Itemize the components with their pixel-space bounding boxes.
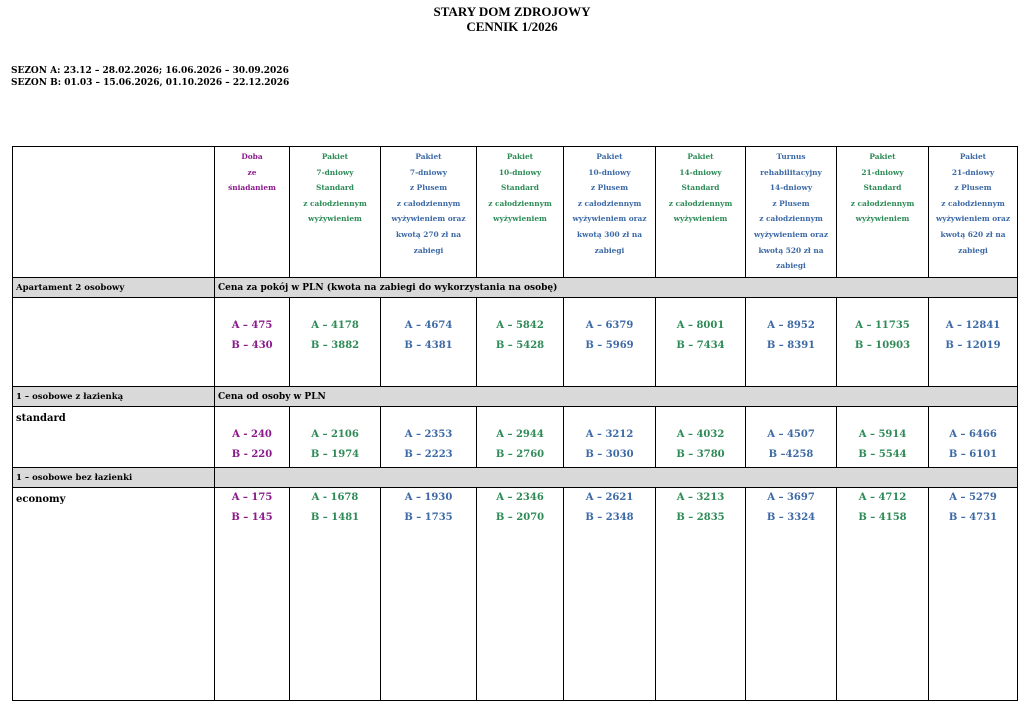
section-label: 1 – osobowe bez łazienki xyxy=(13,468,215,488)
price-season-a: A – 4674 xyxy=(404,320,453,331)
price-season-b: B – 5428 xyxy=(495,340,545,351)
price-row xyxy=(13,298,1018,387)
header-col-4 xyxy=(477,147,564,278)
price-cell xyxy=(290,488,381,701)
season-b: SEZON B: 01.03 – 15.06.2026, 01.10.2026 – 22.12.2026 xyxy=(11,78,290,88)
header-col-1 xyxy=(215,147,290,278)
header-col-5-line: zabiegi xyxy=(594,245,625,255)
title-line-1: STARY DOM ZDROJOWY xyxy=(433,4,591,19)
header-col-9-line: wyżywieniem oraz xyxy=(935,214,1011,224)
price-row xyxy=(13,407,1018,468)
header-col-1-line: ze xyxy=(247,167,257,177)
price-season-a: A – 2944 xyxy=(496,429,544,440)
price-season-a: A – 3697 xyxy=(767,492,815,503)
price-season-b: B – 4158 xyxy=(858,512,907,523)
header-col-7 xyxy=(746,147,837,278)
price-season-b: B – 430 xyxy=(231,340,273,351)
price-season-a: A – 1930 xyxy=(404,492,453,503)
price-cell xyxy=(837,488,929,701)
price-season-a: A – 11735 xyxy=(855,320,910,331)
price-season-b: B – 4381 xyxy=(404,340,453,351)
header-col-6-line: wyżywieniem xyxy=(673,214,728,224)
header-corner-cell xyxy=(13,147,215,278)
header-col-3-line: 7-dniowy xyxy=(409,167,448,177)
row-label xyxy=(13,298,215,387)
header-col-3-line: wyżywieniem oraz xyxy=(391,214,466,224)
price-season-a: A – 8001 xyxy=(676,320,725,331)
header-col-3-line: z Plusem xyxy=(409,183,448,193)
header-col-4-line: z całodziennym xyxy=(488,198,552,208)
header-col-8-line: Standard xyxy=(863,183,902,193)
price-season-b: B – 7434 xyxy=(676,340,725,351)
price-season-b: B – 1735 xyxy=(404,512,453,523)
price-cell xyxy=(381,488,477,701)
header-col-5-line: kwotą 300 zł na xyxy=(577,229,642,239)
price-season-a: A – 5914 xyxy=(858,429,907,440)
section-note: Cena za pokój w PLN (kwota na zabiegi do wykorzystania na osobę) xyxy=(215,278,1018,298)
price-season-a: A – 6379 xyxy=(585,320,634,331)
header-col-4-line: Standard xyxy=(501,183,539,193)
header-col-9-line: kwotą 620 zł na xyxy=(940,229,1006,239)
price-cell xyxy=(215,298,290,387)
header-col-2-line: 7-dniowy xyxy=(316,167,354,177)
header-col-2-line: Standard xyxy=(316,183,354,193)
price-cell xyxy=(656,488,746,701)
section-note: Cena od osoby w PLN xyxy=(215,387,1018,407)
price-cell xyxy=(837,407,929,468)
price-season-b: B – 3882 xyxy=(310,340,360,351)
header-col-7-line: Turnus xyxy=(776,152,806,161)
price-season-b: B – 4731 xyxy=(948,512,998,523)
header-col-2 xyxy=(290,147,381,278)
price-season-b: B – 2835 xyxy=(676,512,725,523)
header-col-4-line: 10-dniowy xyxy=(498,167,542,177)
price-cell xyxy=(746,488,837,701)
header-col-3 xyxy=(381,147,477,278)
header-col-2-line: Pakiet xyxy=(321,152,349,161)
header-col-9-line: z całodziennym xyxy=(941,198,1005,208)
price-cell xyxy=(656,298,746,387)
header-row xyxy=(13,147,1018,278)
header-col-6-line: Standard xyxy=(681,183,720,193)
price-season-a: A – 3213 xyxy=(676,492,725,503)
price-season-b: B – 2223 xyxy=(404,449,453,460)
price-season-a: A – 4032 xyxy=(676,429,725,440)
header-col-2-line: wyżywieniem xyxy=(308,214,362,224)
header-col-7-line: 14-dniowy xyxy=(769,183,813,193)
price-cell xyxy=(381,407,477,468)
price-season-b: B – 12019 xyxy=(945,340,1001,351)
price-season-b: B - 220 xyxy=(231,449,273,460)
title-line-2: CENNIK 1/2026 xyxy=(466,19,558,34)
section-note xyxy=(215,468,1018,488)
price-season-a: A – 475 xyxy=(231,320,273,331)
price-season-b: B – 5544 xyxy=(858,449,907,460)
header-col-8-line: wyżywieniem xyxy=(855,214,910,224)
header-col-5-line: 10-dniowy xyxy=(588,167,631,177)
header-col-8 xyxy=(837,147,929,278)
price-season-b: B – 1481 xyxy=(310,512,360,523)
price-season-a: A – 8952 xyxy=(767,320,815,331)
document-title xyxy=(0,4,1024,34)
price-season-a: A – 2346 xyxy=(496,492,544,503)
price-cell xyxy=(290,407,381,468)
header-col-7-line: kwotą 520 zł na xyxy=(758,245,824,255)
price-season-b: B – 8391 xyxy=(766,340,816,351)
price-cell xyxy=(929,488,1018,701)
section-header-row xyxy=(13,468,1018,488)
header-col-4-line: Pakiet xyxy=(506,152,534,161)
price-cell xyxy=(564,407,656,468)
header-col-5-line: z całodziennym xyxy=(577,198,642,208)
header-col-9-line: zabiegi xyxy=(958,245,988,255)
price-season-a: A – 3212 xyxy=(585,429,634,440)
header-col-7-line: z Plusem xyxy=(772,198,810,208)
header-col-8-line: z całodziennym xyxy=(850,198,915,208)
header-col-9-line: z Plusem xyxy=(954,183,992,193)
price-cell xyxy=(290,298,381,387)
header-col-6-line: z całodziennym xyxy=(668,198,733,208)
header-col-5-line: wyżywieniem oraz xyxy=(572,214,647,224)
price-season-b: B – 2070 xyxy=(495,512,545,523)
header-col-5-line: Pakiet xyxy=(596,152,623,161)
header-col-3-line: Pakiet xyxy=(415,152,442,161)
header-col-7-line: zabiegi xyxy=(776,261,806,271)
header-col-2-line: z całodziennym xyxy=(303,198,367,208)
header-col-7-line: z całodziennym xyxy=(759,214,823,224)
price-season-b: B – 3030 xyxy=(585,449,634,460)
price-season-a: A - 240 xyxy=(232,429,272,440)
header-col-8-line: Pakiet xyxy=(869,152,896,161)
section-label: 1 – osobowe z łazienką xyxy=(13,387,215,407)
price-season-a: A – 5842 xyxy=(496,320,544,331)
price-season-a: A – 2621 xyxy=(585,492,634,503)
price-season-a: A - 1678 xyxy=(311,492,359,503)
row-label: standard xyxy=(13,407,215,468)
section-header-row xyxy=(13,278,1018,298)
price-cell xyxy=(215,488,290,701)
price-season-a: A – 12841 xyxy=(945,320,1001,331)
section-header-row xyxy=(13,387,1018,407)
header-col-9-line: 21-dniowy xyxy=(951,167,995,177)
row-label: economy xyxy=(13,488,215,701)
season-a: SEZON A: 23.12 – 28.02.2026; 16.06.2026 – 30.09.2026 xyxy=(11,66,289,76)
header-col-1-line: śniadaniem xyxy=(228,183,276,193)
price-table xyxy=(12,146,1018,701)
header-col-5 xyxy=(564,147,656,278)
price-season-b: B –4258 xyxy=(768,449,814,460)
header-col-9 xyxy=(929,147,1018,278)
price-season-b: B – 3324 xyxy=(766,512,816,523)
header-col-9-line: Pakiet xyxy=(959,152,987,161)
price-row xyxy=(13,488,1018,701)
price-cell xyxy=(837,298,929,387)
header-col-3-line: zabiegi xyxy=(413,245,444,255)
header-col-6 xyxy=(656,147,746,278)
price-season-a: A – 2106 xyxy=(311,429,359,440)
header-col-4-line: wyżywieniem xyxy=(493,214,547,224)
header-col-3-line: kwotą 270 zł na xyxy=(396,229,461,239)
price-cell xyxy=(564,298,656,387)
price-season-b: B – 1974 xyxy=(310,449,360,460)
price-cell xyxy=(477,488,564,701)
header-col-7-line: wyżywieniem oraz xyxy=(753,229,829,239)
price-cell xyxy=(477,298,564,387)
header-col-6-line: Pakiet xyxy=(687,152,714,161)
price-season-b: B – 10903 xyxy=(854,340,911,351)
price-season-b: B – 6101 xyxy=(948,449,998,460)
header-col-6-line: 14-dniowy xyxy=(679,167,722,177)
price-season-a: A – 175 xyxy=(231,492,273,503)
header-col-1-line: Doba xyxy=(241,152,263,161)
price-season-b: B – 5969 xyxy=(585,340,634,351)
header-col-8-line: 21-dniowy xyxy=(861,167,904,177)
price-season-b: B – 145 xyxy=(231,512,273,523)
price-cell xyxy=(477,407,564,468)
price-season-a: A – 4712 xyxy=(858,492,907,503)
price-cell xyxy=(656,407,746,468)
price-cell xyxy=(929,298,1018,387)
price-cell xyxy=(746,298,837,387)
price-cell xyxy=(929,407,1018,468)
price-season-a: A – 4178 xyxy=(311,320,359,331)
price-season-a: A – 2353 xyxy=(404,429,453,440)
price-season-b: B – 3780 xyxy=(676,449,725,460)
price-season-a: A – 6466 xyxy=(949,429,997,440)
price-cell xyxy=(381,298,477,387)
price-cell xyxy=(746,407,837,468)
header-col-7-line: rehabilitacyjny xyxy=(760,167,822,177)
price-cell xyxy=(215,407,290,468)
price-season-a: A – 4507 xyxy=(767,429,815,440)
price-season-b: B – 2760 xyxy=(495,449,545,460)
section-label: Apartament 2 osobowy xyxy=(13,278,215,298)
header-col-5-line: z Plusem xyxy=(590,183,629,193)
price-season-b: B – 2348 xyxy=(585,512,634,523)
header-col-3-line: z całodziennym xyxy=(396,198,461,208)
price-season-a: A – 5279 xyxy=(949,492,997,503)
price-cell xyxy=(564,488,656,701)
